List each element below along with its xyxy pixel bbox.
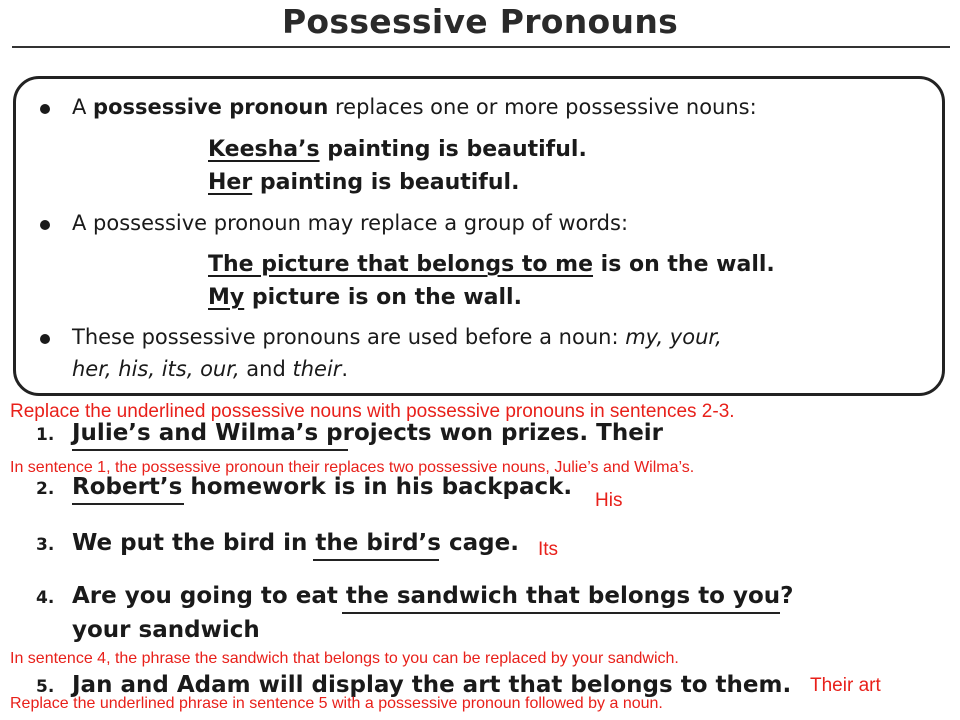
bullet-icon xyxy=(40,220,50,230)
explanation-sentence-1: In sentence 1, the possessive pronoun their replaces two possessive nouns, Julie’s and Wilma’s. xyxy=(10,459,695,476)
instruction-sentence-5: Replace the underlined phrase in sentence 5 with a possessive pronoun followed by a noun. xyxy=(10,695,663,712)
bullet-icon xyxy=(40,104,50,114)
example-1b: Her painting is beautiful. xyxy=(208,170,520,195)
sentence-3: 3. We put the bird in the bird’s cage. xyxy=(36,530,519,556)
example-2b: My picture is on the wall. xyxy=(208,285,522,310)
sentence-2: 2. Robert’s homework is in his backpack. xyxy=(36,474,573,500)
term-possessive-pronoun: possessive pronoun xyxy=(93,95,329,119)
sentence-4: 4. Are you going to eat the sandwich that belongs to you? xyxy=(36,583,794,609)
rule-2: A possessive pronoun may replace a group of words: xyxy=(72,211,629,235)
answer-3: Its xyxy=(538,539,559,560)
example-2a: The picture that belongs to me is on the wall. xyxy=(208,252,775,277)
instruction-sentences-2-3: Replace the underlined possessive nouns with possessive pronouns in sentences 2-3. xyxy=(10,401,735,422)
bullet-icon xyxy=(40,334,50,344)
rule-3-line-2: her, his, its, our, and their. xyxy=(72,357,349,381)
sentence-1: 1. Julie’s and Wilma’s projects won prizes. Their xyxy=(36,420,664,446)
answer-1: Their xyxy=(596,420,664,446)
underline-2 xyxy=(72,503,184,505)
page-title: Possessive Pronouns xyxy=(281,2,679,41)
answer-5: Their art xyxy=(810,675,881,696)
title-underline xyxy=(12,46,950,48)
underline-1 xyxy=(72,449,348,451)
sentence-4-rewrite: your sandwich xyxy=(72,617,260,643)
underline-3 xyxy=(313,559,439,561)
explanation-sentence-4: In sentence 4, the phrase the sandwich that belongs to you can be replaced by your sandwich. xyxy=(10,650,679,667)
rule-1: A possessive pronoun replaces one or more possessive nouns: xyxy=(72,95,757,119)
sentence-5: 5. Jan and Adam will display the art that belongs to them. xyxy=(36,672,792,698)
answer-2: His xyxy=(595,490,623,511)
underline-4 xyxy=(342,612,780,614)
example-1a: Keesha’s painting is beautiful. xyxy=(208,137,587,162)
rule-3-line-1: These possessive pronouns are used before a noun: my, your, xyxy=(72,325,722,349)
